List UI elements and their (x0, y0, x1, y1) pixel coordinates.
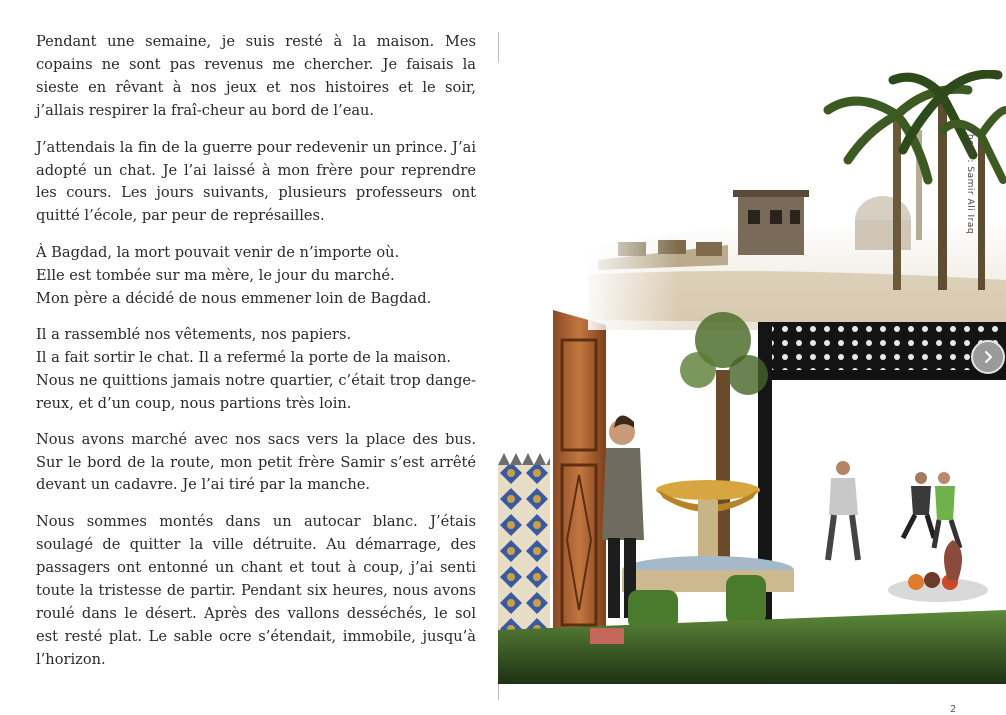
paragraph-4-line-1: Il a rassemblé nos vêtements, nos papiers. (36, 325, 352, 343)
paragraph-6: Nous sommes montés dans un autocar blanc. J’étais soulagé de quitter la ville détruite. Au démarrage, des passagers ont entonné un chant et tout à coup, j’ai senti toute la tristesse de partir. Pendant six heures, nous avons roulé dans le désert. Après des vallons desséchés, le sol est resté plat. Le sable ocre s’étendait, immobile, jusqu’à l’horizon. (36, 513, 476, 668)
paragraph-4-rest: Nous ne quittions jamais notre quartier, c’était trop dange-reux, et d’un coup, nous partions très loin. (36, 371, 476, 412)
chevron-right-icon (981, 350, 995, 364)
paragraph-3-line-3: Mon père a décidé de nous emmener loin de Bagdad. (36, 290, 432, 308)
paragraph-3-line-2: Elle est tombée sur ma mère, le jour du marché. (36, 267, 395, 285)
paragraph-2: J’attendais la fin de la guerre pour redevenir un prince. J’ai adopté un chat. Je l’ai laissé à mon frère pour reprendre les cours. Les jours suivants, plusieurs professeurs ont quitté l’école, par peur de représailles. (36, 138, 476, 225)
next-page-button[interactable] (971, 340, 1005, 374)
collage-illustration (498, 70, 1006, 684)
column-divider-top (498, 32, 499, 62)
wooden-door (553, 310, 606, 662)
column-divider-bottom (498, 684, 499, 700)
photo-credit: Photo : Samir Ali Iraq (965, 128, 975, 235)
page-number: 2 (950, 704, 957, 715)
paragraph-5: Nous avons marché avec nos sacs vers la place des bus. Sur le bord de la route, mon petit frère Samir s’est arrêté devant un cadavre. Je l’ai tiré par la manche. (36, 430, 476, 494)
paragraph-4 (36, 324, 476, 416)
story-text (36, 31, 476, 686)
paragraph-3-line-1: À Bagdad, la mort pouvait venir de n’importe où. (36, 244, 400, 262)
collage-svg (498, 70, 1006, 684)
paragraph-3 (36, 242, 476, 311)
paragraph-4-line-2: Il a fait sortir le chat. Il a refermé la porte de la maison. (36, 348, 451, 366)
paragraph-1: Pendant une semaine, je suis resté à la maison. Mes copains ne sont pas revenus me chercher. Je faisais la sieste en rêvant à nos jeux et nos histoires et le soir, j’allais respirer la fraî-cheur au bord de l’eau. (36, 33, 476, 119)
